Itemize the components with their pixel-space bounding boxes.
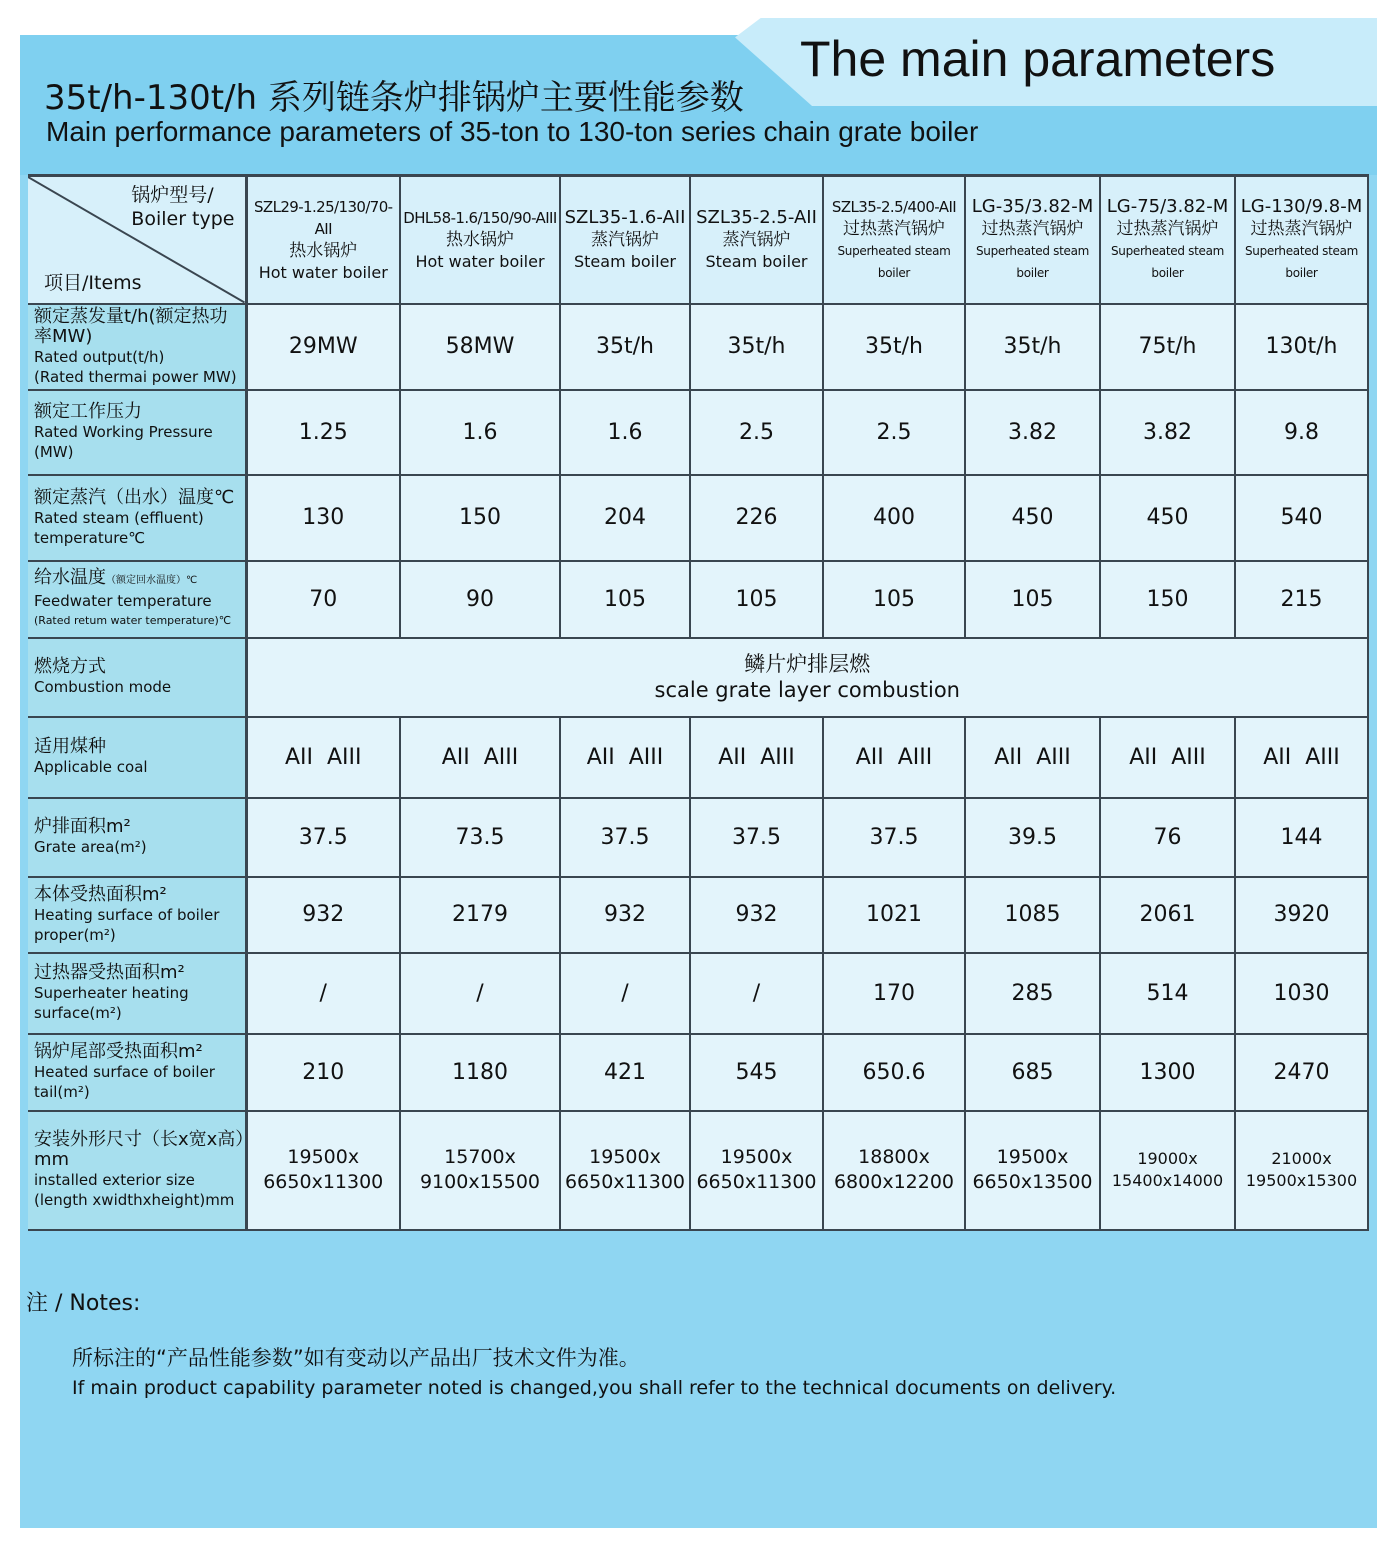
boiler-type-cn: 蒸汽锅炉 [722,229,791,250]
size-line-2: 6800x12200 [833,1171,955,1193]
model-name: SZL35-2.5-AII [696,206,817,228]
table-cell: 37.5 [560,798,690,877]
table-cell: 130t/h [1235,304,1368,390]
table-cell: 1.6 [400,390,560,475]
row-label-en: Superheater heating [34,984,189,1002]
table-row-rated-output [28,304,1368,390]
boiler-type-cn: 蒸汽锅炉 [591,229,659,250]
row-label-cn: 额定蒸汽（出水）温度℃ [34,486,235,508]
table-cell: 35t/h [823,304,965,390]
table-cell: 2.5 [823,390,965,475]
table-corner-cell [28,176,246,304]
table-cell: 39.5 [965,798,1100,877]
size-line-1: 19000x [1137,1149,1198,1168]
table-cell: 37.5 [823,798,965,877]
note-chinese: 所标注的“产品性能参数”如有变动以产品出厂技术文件为准。 [72,1346,640,1370]
note-english: If main product capability parameter noted is changed,you shall refer to the technical documents on delivery. [72,1377,1117,1399]
table-cell: 215 [1235,561,1368,638]
table-cell: 210 [246,1034,400,1111]
model-name: SZL29-1.25/130/70-AII [254,197,393,238]
table-cell: 932 [560,877,690,953]
size-line-2: 6650x13500 [972,1171,1093,1193]
table-cell: 170 [823,953,965,1034]
row-label-cn: 额定工作压力 [34,401,142,422]
table-cell: 73.5 [400,798,560,877]
boiler-type-en: Superheated steam boiler [975,243,1090,280]
table-cell: 3.82 [1100,390,1235,475]
table-cell: 932 [246,877,400,953]
row-label [28,638,246,717]
model-name: LG-130/9.8-M [1240,195,1363,217]
table-row-applicable-coal [28,717,1368,798]
table-cell: 35t/h [965,304,1100,390]
row-label-en: Applicable coal [34,758,148,776]
table-cell: AII AIII [400,717,560,798]
row-label-en-2: (MW) [34,443,74,461]
size-line-2: 6650x11300 [564,1171,686,1193]
boiler-type-cn: 热水锅炉 [289,240,358,261]
row-label [28,475,246,561]
row-label-cn-small: （额定回水温度）℃ [106,574,198,586]
table-cell: 105 [823,561,965,638]
row-label [28,561,246,638]
boiler-type-cn: 过热蒸汽锅炉 [843,218,945,239]
row-label-en: Combustion mode [34,678,172,696]
boiler-type-cn: 过热蒸汽锅炉 [1250,218,1353,239]
model-name: LG-35/3.82-M [971,195,1094,217]
boiler-type-cn: 过热蒸汽锅炉 [981,218,1084,239]
table-cell: 2470 [1235,1034,1368,1111]
size-line-2: 6650x11300 [696,1171,817,1193]
row-label-cn: 本体受热面积m² [34,883,167,905]
table-cell: 150 [400,475,560,561]
row-label [28,1034,246,1111]
boiler-type-en: Steam boiler [705,251,808,271]
table-cell: 545 [690,1034,823,1111]
size-line-1: 19500x [720,1146,793,1168]
row-label-en-2: proper(m²) [34,925,116,944]
size-line-1: 18800x [858,1146,930,1168]
row-label-en: installed exterior size (length xwidthxheight)mm [34,1171,235,1209]
boiler-type-en: Superheated steam boiler [837,243,951,280]
table-cell: 90 [400,561,560,638]
table-cell: 1300 [1100,1034,1235,1111]
size-line-2: 6650x11300 [263,1171,384,1193]
table-cell: 3.82 [965,390,1100,475]
boiler-type-en: Hot water boiler [415,251,545,271]
row-label-en: Feedwater temperature [34,591,212,610]
table-cell: 58MW [400,304,560,390]
row-label [28,877,246,953]
page-title: The main parameters [800,31,1276,87]
row-label-en: Rated output(t/h) [34,347,165,366]
table-cell: 150 [1100,561,1235,638]
column-header [690,176,823,304]
table-cell: 400 [823,475,965,561]
table-cell: 9.8 [1235,390,1368,475]
table-cell: AII AIII [560,717,690,798]
column-header [400,176,560,304]
table-cell: 76 [1100,798,1235,877]
table-cell [1100,1111,1235,1230]
row-label-en: Heated surface of boiler [34,1063,215,1081]
row-label-en-2: (Rated thermai power MW) [34,367,237,386]
row-label-cn: 过热器受热面积m² [34,962,185,983]
row-label [28,953,246,1034]
boiler-type-cn: 热水锅炉 [446,229,514,250]
table-cell: 29MW [246,304,400,390]
corner-top-cn: 锅炉型号/ [131,184,214,206]
row-label-en: Rated steam (effluent) [34,508,204,527]
column-header [1100,176,1235,304]
table-cell: / [560,953,690,1034]
table-row-combustion-mode [28,638,1368,717]
table-cell: AII AIII [965,717,1100,798]
row-label [28,798,246,877]
corner-top-label [131,183,234,231]
title-chinese: 35t/h-130t/h 系列链条炉排锅炉主要性能参数 [44,78,744,118]
table-cell: 130 [246,475,400,561]
table-cell: AII AIII [1100,717,1235,798]
table-cell: / [246,953,400,1034]
table-cell: 932 [690,877,823,953]
table-cell: 514 [1100,953,1235,1034]
row-label-en-2: surface(m²) [34,1004,122,1022]
table-cell: 37.5 [690,798,823,877]
row-label-cn [34,568,245,591]
row-label-en-2: temperature℃ [34,528,146,547]
row-label-en-2: tail(m²) [34,1083,90,1101]
table-cell [560,1111,690,1230]
row-label-cn: 安装外形尺寸（长x宽x高）mm [34,1129,245,1170]
table-cell [965,1111,1100,1230]
table-cell: 37.5 [246,798,400,877]
combustion-value-en: scale grate layer combustion [654,678,960,702]
table-cell: 1180 [400,1034,560,1111]
row-label [28,717,246,798]
size-line-2: 19500x15300 [1245,1171,1358,1190]
table-cell: 105 [965,561,1100,638]
table-cell: / [690,953,823,1034]
table-row-working-pressure [28,390,1368,475]
table-cell: 1021 [823,877,965,953]
table-cell [690,1111,823,1230]
table-cell: AII AIII [246,717,400,798]
table-cell: 540 [1235,475,1368,561]
row-label-cn: 锅炉尾部受热面积m² [34,1041,203,1062]
table-cell: 35t/h [560,304,690,390]
table-cell: 285 [965,953,1100,1034]
table-cell: 1.25 [246,390,400,475]
corner-top-en: Boiler type [131,208,235,230]
boiler-type-en: Hot water boiler [258,262,388,282]
row-label [28,1111,246,1230]
size-line-1: 19500x [589,1146,661,1168]
table-row-steam-temperature [28,475,1368,561]
table-cell [400,1111,560,1230]
column-header [560,176,690,304]
row-label-en: Rated Working Pressure [34,423,213,441]
table-cell [823,1111,965,1230]
row-label-cn-main: 给水温度 [34,566,106,588]
size-line-1: 21000x [1271,1149,1332,1168]
table-cell: AII AIII [1235,717,1368,798]
table-cell: 2061 [1100,877,1235,953]
boiler-type-en: Superheated steam boiler [1244,243,1359,280]
table-cell: 70 [246,561,400,638]
row-label-cn: 炉排面积m² [34,816,131,837]
table-cell: 204 [560,475,690,561]
table-cell: 75t/h [1100,304,1235,390]
combustion-value-cn: 鳞片炉排层燃 [744,652,871,676]
table-cell: 35t/h [690,304,823,390]
table-cell: 450 [1100,475,1235,561]
model-name: SZL35-2.5/400-AII [831,197,957,216]
size-line-1: 19500x [996,1146,1069,1168]
table-cell: 650.6 [823,1034,965,1111]
row-label-cn: 额定蒸发量t/h(额定热功率MW) [34,305,228,347]
column-header [1235,176,1368,304]
column-header [246,176,400,304]
column-header [823,176,965,304]
size-line-2: 15400x14000 [1111,1171,1224,1190]
model-name: SZL35-1.6-AII [564,206,686,228]
boiler-type-en: Superheated steam boiler [1110,243,1225,280]
row-label-cn: 适用煤种 [34,736,106,757]
column-header [965,176,1100,304]
table-cell: AII AIII [823,717,965,798]
table-cell: 105 [560,561,690,638]
row-label-en: Grate area(m²) [34,838,147,856]
table-cell: 2.5 [690,390,823,475]
parameters-table [28,174,1369,1231]
table-cell: AII AIII [690,717,823,798]
table-cell: 226 [690,475,823,561]
boiler-type-cn: 过热蒸汽锅炉 [1116,218,1219,239]
size-line-1: 15700x [444,1146,516,1168]
notes-title: 注 / Notes: [26,1291,141,1316]
subtitle-english: Main performance parameters of 35-ton to 130-ton series chain grate boiler [46,116,979,147]
header-row [28,176,1368,304]
table-row-feedwater-temperature [28,561,1368,638]
table-cell: 2179 [400,877,560,953]
size-line-1: 19500x [287,1146,360,1168]
table-cell [1235,1111,1368,1230]
row-label-en: Heating surface of boiler [34,905,220,924]
table-row-superheater-surface [28,953,1368,1034]
table-cell: 3920 [1235,877,1368,953]
table-cell: 105 [690,561,823,638]
table-row-grate-area [28,798,1368,877]
row-label-cn: 燃烧方式 [34,656,106,677]
table-cell: 1.6 [560,390,690,475]
model-name: DHL58-1.6/150/90-AIII [403,208,557,227]
size-line-2: 9100x15500 [419,1171,541,1193]
table-cell: 685 [965,1034,1100,1111]
table-cell [246,1111,400,1230]
table-cell: 1085 [965,877,1100,953]
boiler-type-en: Steam boiler [573,251,676,271]
row-label-en-2: (Rated retum water temperature)℃ [34,613,232,627]
table-row-exterior-size [28,1111,1368,1230]
table-cell: 144 [1235,798,1368,877]
table-cell: / [400,953,560,1034]
corner-bottom-label: 项目/Items [44,271,142,294]
row-label [28,304,246,390]
table-cell: 1030 [1235,953,1368,1034]
table-cell: 450 [965,475,1100,561]
combustion-mode-cell [246,638,1368,717]
table-row-heating-surface [28,877,1368,953]
row-label [28,390,246,475]
model-name: LG-75/3.82-M [1106,195,1229,217]
table-row-tail-surface [28,1034,1368,1111]
table-cell: 421 [560,1034,690,1111]
